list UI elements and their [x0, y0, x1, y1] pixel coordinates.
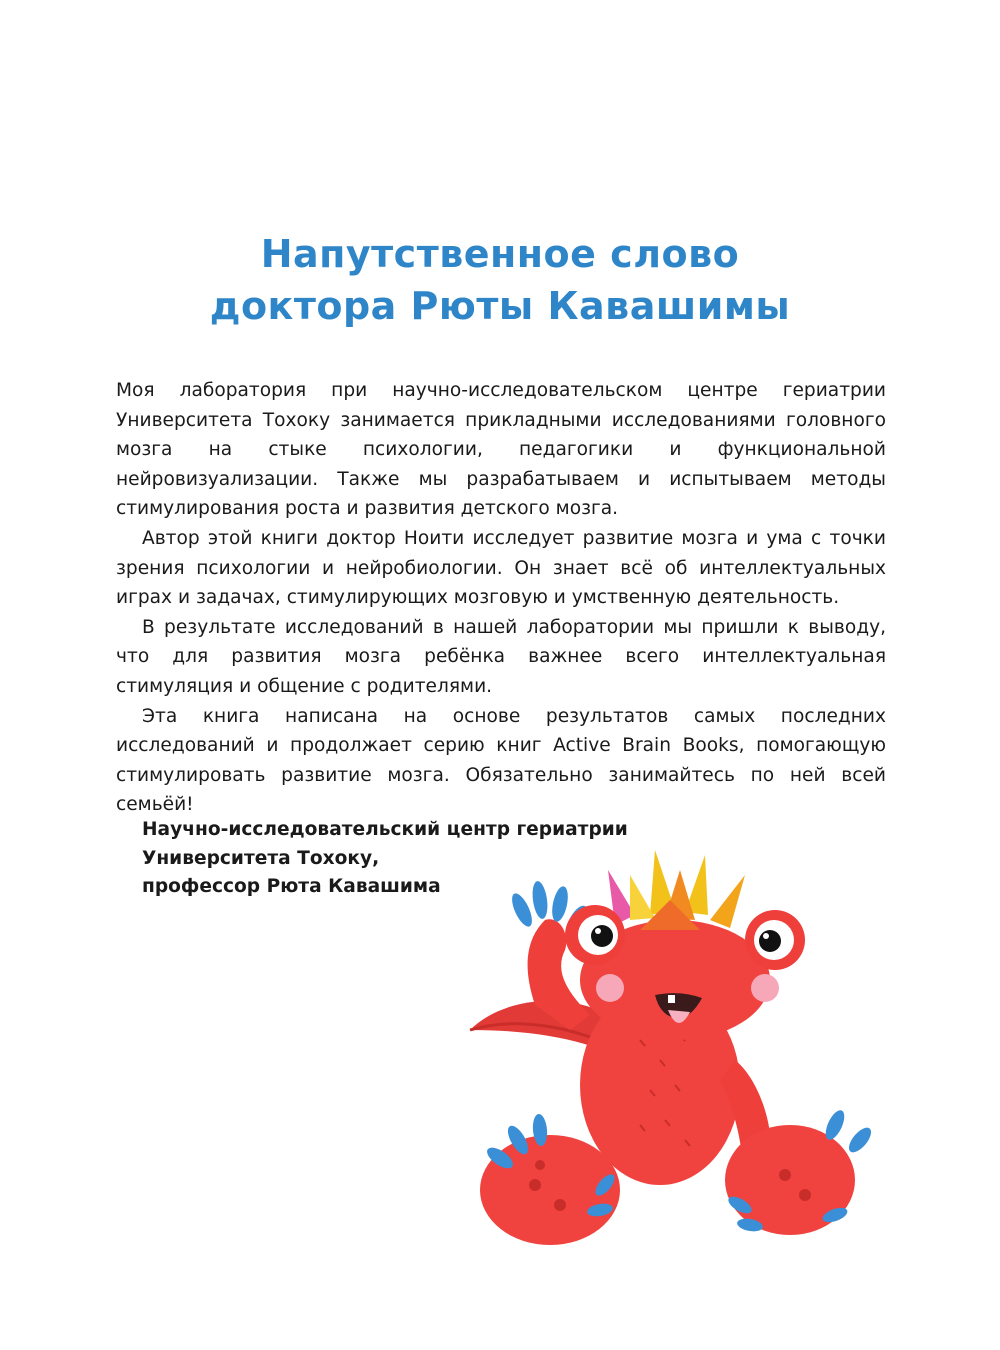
signature-line-3: профессор Рюта Кавашима [142, 876, 441, 897]
signature-line-2: Университета Тохоку, [142, 847, 380, 869]
title-line-2: доктора Рюты Кавашимы [209, 284, 791, 328]
monster-crown [608, 850, 745, 930]
signature-line-1: Научно-исследовательский центр гериатрии [142, 819, 628, 840]
paragraph-1: Моя лаборатория при научно-исследовательском центре гериатрии Университета Тохоку занимается прикладными исследованиями головного мозга на стыке психологии, педагогики и функциональной нейровизуализации. Также мы разрабатываем и испытываем методы стимулирования роста и развития детского мозга. [116, 380, 886, 520]
paragraph-3: В результате исследований в нашей лаборатории мы пришли к выводу, что для развития мозга ребёнка важнее всего интеллектуальная стимуляция и общение с родителями. [116, 616, 886, 697]
paragraph-2: Автор этой книги доктор Ноити исследует развитие мозга и ума с точки зрения психологии и нейробиологии. Он знает всё об интеллектуальных играх и задачах, стимулирующих мозговую и умственную деятельность. [116, 527, 886, 609]
title-line-1: Напутственное слово [260, 232, 740, 276]
paragraph-4: Эта книга написана на основе результатов самых последних исследований и продолжает серию книг Active Brain Books, помогающую стимулировать развитие мозга. Обязательно занимайтесь по ней всей семьёй! [116, 705, 886, 816]
page-title [0, 228, 1000, 332]
foreword-body [116, 376, 886, 820]
red-clay-monster-illustration [440, 840, 900, 1250]
